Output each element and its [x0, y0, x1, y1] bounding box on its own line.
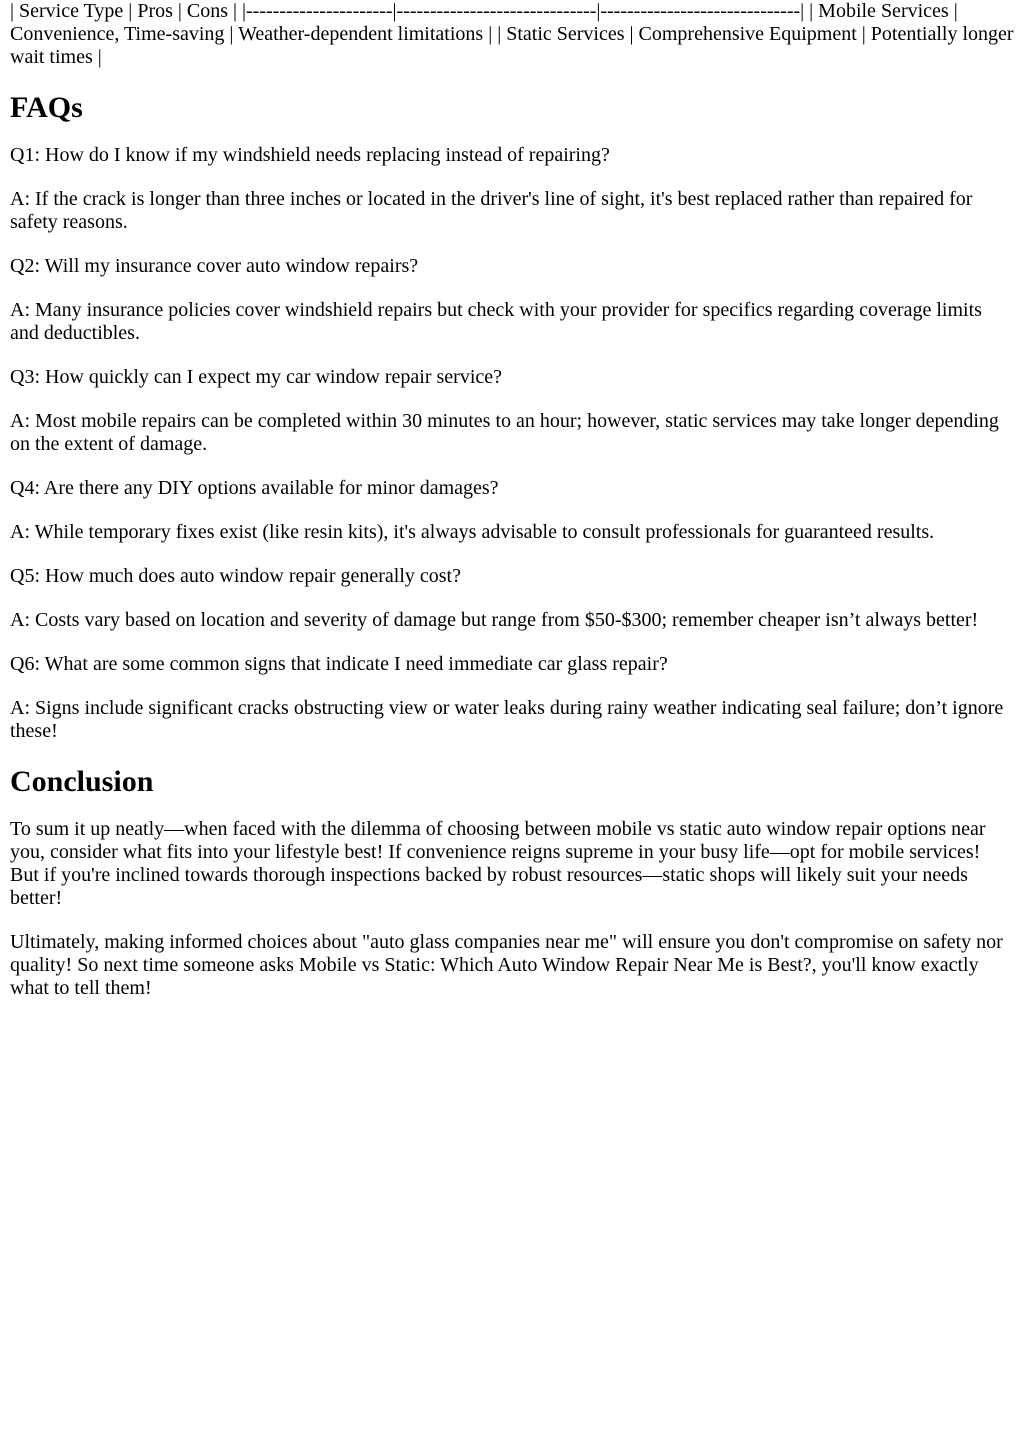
faqs-heading: FAQs: [10, 91, 83, 124]
faq-question-1: Q1: How do I know if my windshield needs replacing instead of repairing?: [10, 144, 610, 166]
faq-answer-5: A: Costs vary based on location and severity of damage but range from $50-$300; remember cheaper isn’t always better!: [10, 609, 979, 631]
faq-question-2: Q2: Will my insurance cover auto window repairs?: [10, 255, 419, 277]
faq-question-4: Q4: Are there any DIY options available for minor damages?: [10, 477, 499, 499]
faq-answer-2: A: Many insurance policies cover windshield repairs but check with your provider for specifics regarding coverage limits and deductibles.: [10, 299, 982, 344]
conclusion-paragraph-1: To sum it up neatly—when faced with the dilemma of choosing between mobile vs static auto window repair options near you, consider what fits into your lifestyle best! If convenience reigns supreme in your busy life—opt for mobile services! But if you're inclined towards thorough inspections backed by robust resources—static shops will likely suit your needs better!: [10, 818, 986, 909]
faq-answer-1: A: If the crack is longer than three inches or located in the driver's line of sight, it's best replaced rather than repaired for safety reasons.: [10, 188, 973, 233]
faq-question-5: Q5: How much does auto window repair generally cost?: [10, 565, 461, 587]
faq-question-6: Q6: What are some common signs that indicate I need immediate car glass repair?: [10, 653, 668, 675]
conclusion-heading: Conclusion: [10, 765, 154, 798]
faq-answer-3: A: Most mobile repairs can be completed within 30 minutes to an hour; however, static services may take longer depending on the extent of damage.: [10, 410, 999, 455]
faq-question-3: Q3: How quickly can I expect my car window repair service?: [10, 366, 503, 388]
faq-answer-4: A: While temporary fixes exist (like resin kits), it's always advisable to consult professionals for guaranteed results.: [10, 521, 935, 543]
comparison-table-text: | Service Type | Pros | Cons | |----------------------|------------------------------|------------------------------| | Mobile Services | Convenience, Time-saving | Weather-dependent limitations | | Static Services | Comprehensive Equipment | Potentially longer wait times |: [10, 0, 1014, 68]
conclusion-paragraph-2: Ultimately, making informed choices about "auto glass companies near me" will ensure you don't compromise on safety nor quality! So next time someone asks Mobile vs Static: Which Auto Window Repair Near Me is Best?, you'll know exactly what to tell them!: [10, 931, 1003, 999]
faq-answer-6: A: Signs include significant cracks obstructing view or water leaks during rainy weather indicating seal failure; don’t ignore these!: [10, 697, 1004, 742]
